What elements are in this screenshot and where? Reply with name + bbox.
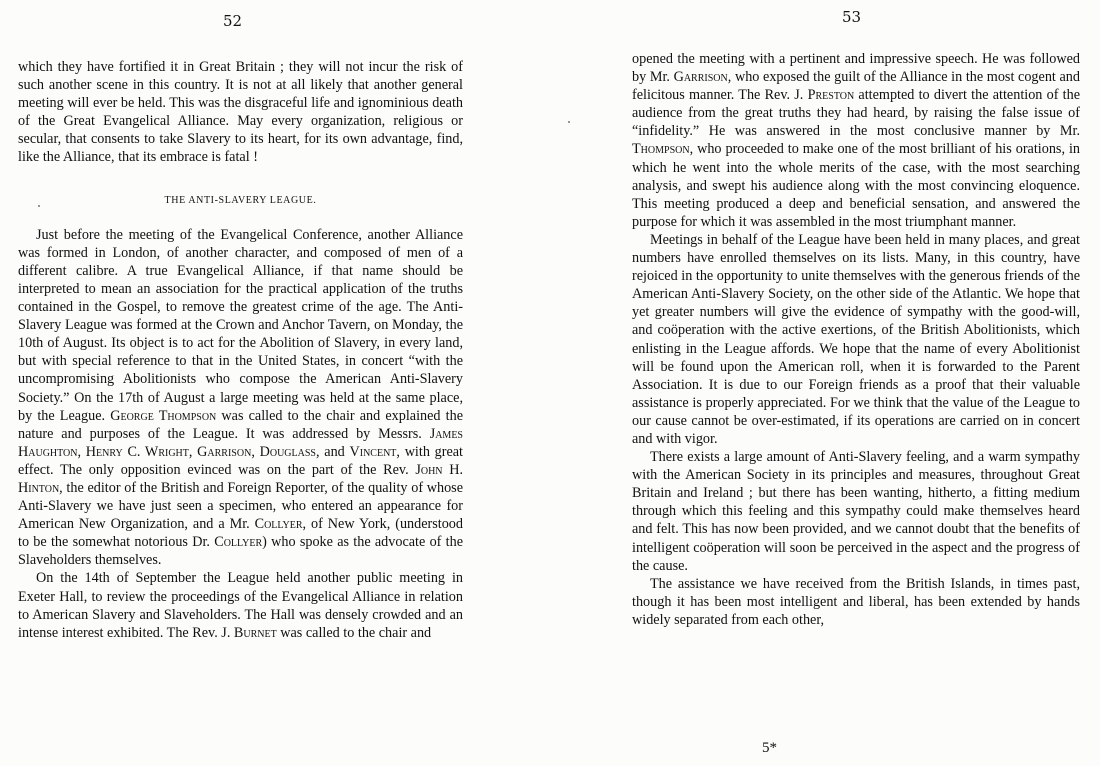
right-page-text [632,50,1080,629]
page-number-left: 52 [223,12,243,30]
paragraph-league-formation [18,226,463,570]
paragraph-british-assistance: The assistance we have received from the British Islands, in times past, though it has been most intelligent and liberal, has been extended by hands widely separated from each other, [632,575,1080,628]
left-page [18,0,463,766]
left-page-text [18,58,463,642]
text-run: opened the meeting with a pertinent and impressive speech. He was followed by Mr. [632,51,1080,86]
person-name: Burnet [233,624,277,641]
person-name: Collyer [214,534,263,551]
text-run: , [251,443,260,460]
paragraph-league-meetings: Meetings in behalf of the League have been held in many places, and great numbers have enrolled themselves on its lists. Many, in this country, have rejoiced in the opportunity to unite themselves with the generous friends of the American Anti-Slavery Society, on the other side of the Atlantic. We hope that yet greater numbers will give the evidence of sympathy with the good-will, and coöperation with the active exertions, of the British Abolitionists, which enlisting in the League affords. We hope that the name of every Abolitionist will be found upon the American roll, when it is forwarded to the Parent Association. It is due to our Foreign friends as a proof that their valuable assistance is properly appreciated. For we think that the value of the League to our cause cannot be over-estimated, if its operations are carried on in concert and with vigor. [632,231,1080,447]
paragraph-exeter-hall [18,569,463,641]
text-run: ) who spoke as the advocate of the Slaveholders themselves. [18,534,463,569]
text-run: Just before the meeting of the Evangelical Conference, another Alliance was formed in London, of another character, and composed of men of a different calibre. A true Evangelical Alliance, if that name should be interpreted to mean an association for the practical application of the truths contained in the Gospel, to remove the greatest crime of the age. The Anti-Slavery League was formed at the Crown and Anchor Tavern, on Monday, the 10th of August. Its object is to act for the Abolition of Slavery, in every land, but with special reference to that in the United States, in concert “with the uncompromising Abolitionists who compose the American Anti-Slavery Society.” On the 17th of August a large meeting was held at the same place, by the League. [18,226,463,424]
text-run: was called to the chair and explained the nature and purposes of the League. It was addressed by Messrs. [18,407,464,442]
ink-speck [38,205,40,207]
paragraph-meeting-continued [632,50,1080,231]
person-name: Collyer [254,516,303,533]
person-name: Thompson [632,141,690,158]
person-name: Vincent [349,443,397,460]
section-heading: THE ANTI-SLAVERY LEAGUE. [164,194,317,206]
text-run: , who exposed the guilt of the Alliance in the most cogent and felicitous manner. The Rev. J. [632,69,1080,104]
person-name: Henry C. Wright [85,443,189,460]
text-run: attempted to divert the attention of the audience from the great truths they had heard, by raising the false issue of “infidelity.” He was answered in the most conclusive manner by Mr. [632,87,1080,140]
text-run: , with great effect. The only opposition evinced was on the part of the Rev. [18,443,463,478]
text-run: , of New York, (understood to be the somewhat notorious Dr. [18,516,463,551]
right-page [632,0,1080,766]
text-run: , the editor of the British and Foreign Reporter, of the quality of whose Anti-Slavery we have just seen a specimen, who entered an appearance for American New Organization, and a Mr. [18,479,463,533]
person-name: Garrison [197,443,252,460]
text-run: , who proceeded to make one of the most brilliant of his orations, in which he went into the whole merits of the case, with the most searching analysis, and swept his audience along with the most convincing eloquence. This meeting produced a deep and beneficial sensation, and answered the purpose for which it was assembled in the most triumphant manner. [632,141,1080,230]
text-run: On the 14th of September the League held another public meeting in Exeter Hall, to review the proceedings of the Evangelical Alliance in relation to American Slavery and Slaveholders. The Hall was densely crowded and an intense interest exhibited. The Rev. J. [18,570,463,641]
person-name: Garrison [673,69,728,86]
signature-mark: 5* [762,740,777,756]
person-name: James Haughton [18,425,463,460]
person-name: George Thompson [110,407,217,424]
text-run: , [77,443,86,460]
ink-speck [568,121,570,123]
person-name: Preston [807,87,855,104]
opening-paragraph: which they have fortified it in Great Britain ; they will not incur the risk of such another scene in this country. It is not at all likely that another general meeting will ever be held. This was the disgraceful life and ignominious death of the Great Evangelical Alliance. May every organization, religious or secular, that consents to take Slavery to its heart, for its own advantage, find, like the Alliance, that its embrace is fatal ! [18,59,463,166]
text-run: , and [315,443,350,460]
paragraph-anti-slavery-feeling: There exists a large amount of Anti-Slavery feeling, and a warm sympathy with the American Society in its principles and measures, throughout Great Britain and Ireland ; but there has been wanting, hitherto, a fitting medium through which this feeling and this sympathy could make themselves heard and felt. This has now been provided, and we cannot doubt that the benefits of intelligent coöperation will soon be perceived in the aspect and the progress of the cause. [632,449,1080,574]
person-name: John H. Hinton [18,461,464,496]
text-run: , [188,443,198,460]
person-name: Douglass [259,443,316,460]
page-number-right: 53 [842,8,862,26]
text-run: was called to the chair and [276,624,432,641]
